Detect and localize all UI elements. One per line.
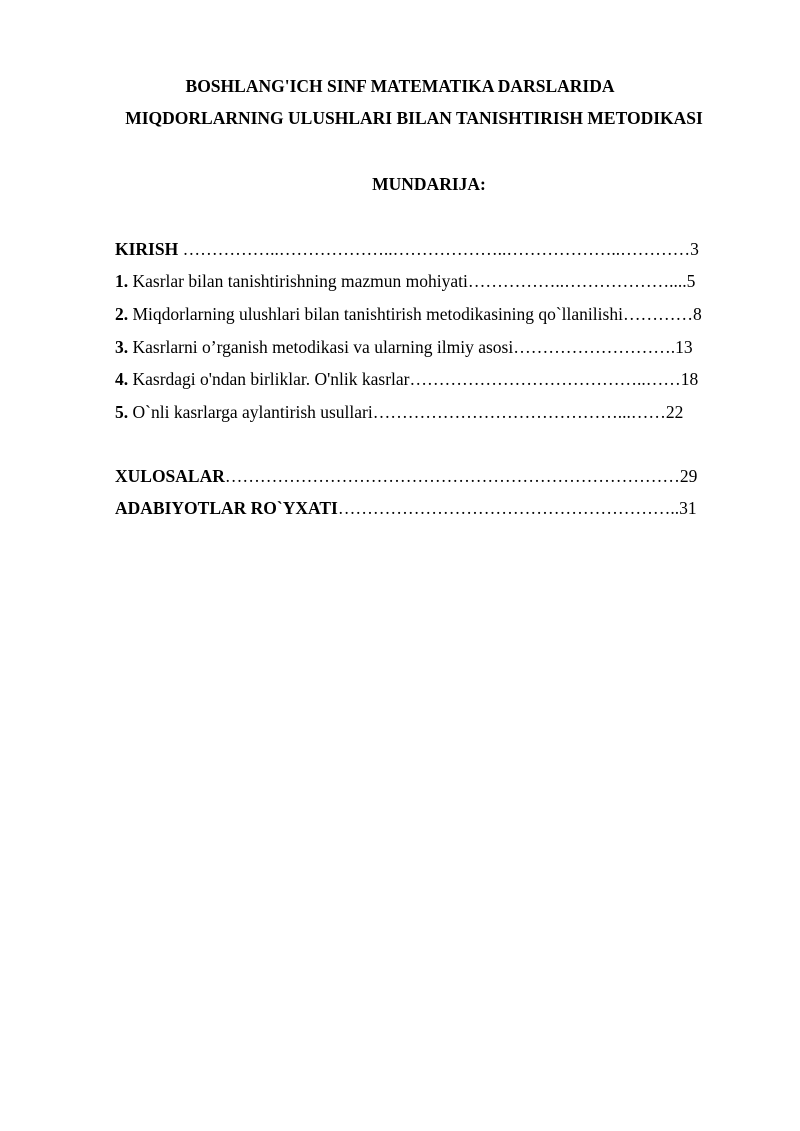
toc-entry-kirish xyxy=(115,238,745,260)
toc-entry-3 xyxy=(115,336,745,358)
toc-entry-leader: …………………………………..…… xyxy=(409,369,681,389)
toc-entry-2 xyxy=(115,303,745,325)
document-title-line-2: MIQDORLARNING ULUSHLARI BILAN TANISHTIRISH METODIKASI xyxy=(125,108,703,128)
toc-entry-title: Kasrlar bilan tanishtirishning mazmun mohiyati xyxy=(128,271,468,291)
toc-entry-page: 22 xyxy=(665,402,684,422)
toc-entry-5 xyxy=(115,401,745,423)
toc-entry-leader: …………………………………………………………………… xyxy=(224,466,680,486)
toc-entry-title: O`nli kasrlarga aylantirish usullari xyxy=(128,402,373,422)
toc-entry-number: 2. xyxy=(115,304,129,324)
toc-entry-leader: ………………………………………………….. xyxy=(337,498,680,518)
toc-entry-1 xyxy=(115,270,745,292)
toc-entry-title: ADABIYOTLAR RO`YXATI xyxy=(115,498,338,518)
toc-entry-page: 31 xyxy=(679,498,697,518)
toc-entry-leader: ……………………………………...…… xyxy=(372,402,666,422)
toc-entry-leader: ……………..………………..………………..………………..………… xyxy=(178,239,691,259)
toc-entry-number: 1. xyxy=(115,271,129,291)
toc-entry-leader: ………………………. xyxy=(513,337,676,357)
toc-entry-title: Miqdorlarning ulushlari bilan tanishtirish metodikasining qo`llanilishi xyxy=(128,304,623,324)
toc-entry-4 xyxy=(115,368,745,390)
toc-entry-adabiyotlar xyxy=(115,497,745,519)
toc-entry-xulosalar xyxy=(115,465,745,487)
toc-entry-page: 18 xyxy=(680,369,699,389)
toc-entry-title: KIRISH xyxy=(115,239,179,259)
toc-entry-page: 13 xyxy=(675,337,693,357)
toc-entry-title: Kasrdagi o'ndan birliklar. O'nlik kasrlar xyxy=(128,369,410,389)
toc-entry-page: 3 xyxy=(690,239,699,259)
document-title-line-1: BOSHLANG'ICH SINF MATEMATIKA DARSLARIDA xyxy=(185,76,615,96)
toc-entry-leader: ……………..……………….... xyxy=(467,271,687,291)
toc-entry-page: 8 xyxy=(692,304,702,324)
toc-entry-title: Kasrlarni o’rganish metodikasi va ularning ilmiy asosi xyxy=(128,337,514,357)
toc-entry-leader: ………… xyxy=(622,304,693,324)
toc-entry-number: 4. xyxy=(115,369,129,389)
toc-heading: MUNDARIJA: xyxy=(372,174,486,194)
toc-entry-page: 5 xyxy=(686,271,696,291)
toc-entry-page: 29 xyxy=(679,466,698,486)
toc-entry-title: XULOSALAR xyxy=(115,466,225,486)
toc-entry-number: 5. xyxy=(115,402,129,422)
toc-entry-number: 3. xyxy=(115,337,129,357)
